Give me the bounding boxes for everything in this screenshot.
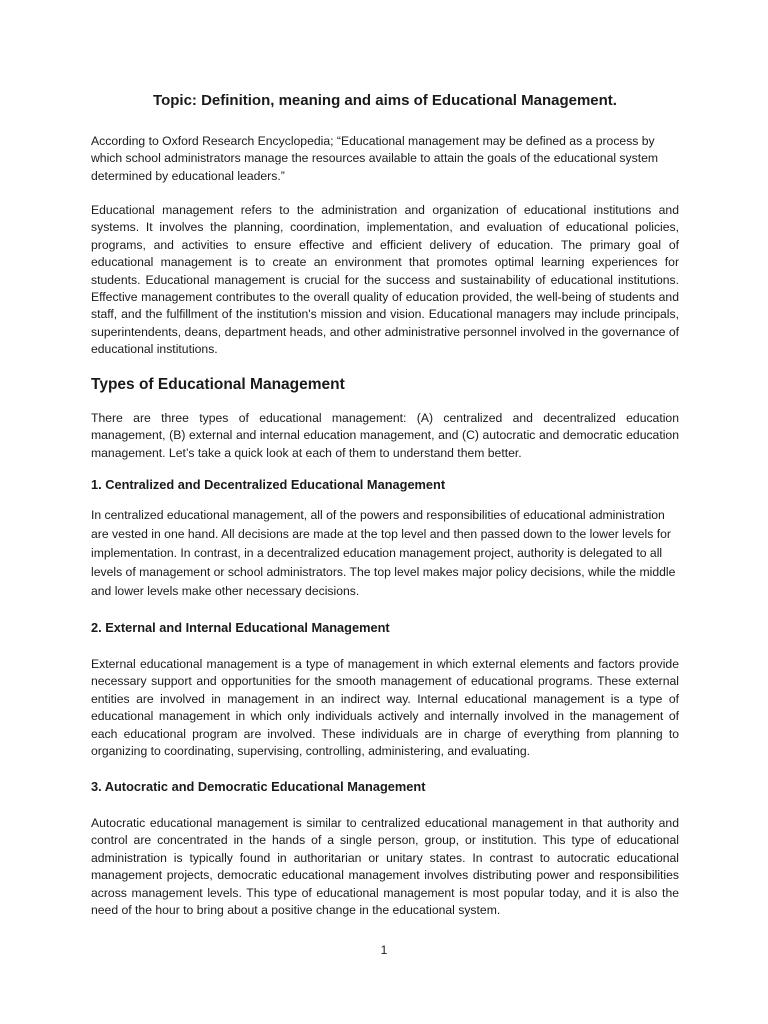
section-heading-centralized: 1. Centralized and Decentralized Educational Management	[91, 477, 446, 492]
section-heading-autocratic: 3. Autocratic and Democratic Educational Management	[91, 779, 426, 794]
types-heading: Types of Educational Management	[91, 376, 345, 393]
intro-quote-block	[91, 133, 679, 185]
section-body-autocratic: Autocratic educational management is similar to centralized educational management in that authority and control are concentrated in the hands of a single person, group, or institution. This type of educational administration is typically found in authoritarian or unitary states. In contrast to autocratic educational management projects, democratic educational management involves distributing power and responsibilities across management levels. This type of educational management is most popular today, and it is also the need of the hour to bring about a positive change in the educational system.	[91, 816, 679, 918]
document-title: Topic: Definition, meaning and aims of Educational Management.	[153, 92, 617, 109]
definition-block	[91, 202, 679, 359]
intro-quote-paragraph: According to Oxford Research Encyclopedia; “Educational management may be defined as a process by which school administrators manage the resources available to attain the goals of the educational system determined by educational leaders.”	[91, 134, 659, 183]
section-body-centralized-block	[91, 506, 679, 601]
types-intro-paragraph: There are three types of educational management: (A) centralized and decentralized education management, (B) external and internal education management, and (C) autocratic and democratic education management. Let’s take a quick look at each of them to understand them better.	[91, 411, 679, 460]
section-body-external: External educational management is a type of management in which external elements and factors provide necessary support and opportunities for the smooth management of educational programs. These external entities are involved in management in an indirect way. Internal educational management is a type of educational management in which only individuals actively and internally involved in the management of each educational program are involved. These individuals are in charge of everything from planning to organizing to coordinating, supervising, controlling, administering, and evaluating.	[91, 657, 679, 759]
definition-paragraph: Educational management refers to the administration and organization of educational institutions and systems. It involves the planning, coordination, implementation, and evaluation of educational policies, programs, and activities to ensure effective and efficient delivery of education. The primary goal of educational management is to create an environment that promotes optimal learning experiences for students. Educational management is crucial for the success and sustainability of educational institutions. Effective management contributes to the overall quality of education provided, the well-being of students and staff, and the fulfillment of the institution's mission and vision. Educational managers may include principals, superintendents, deans, department heads, and other administrative personnel involved in the governance of educational institutions.	[91, 203, 679, 357]
page-number: 1	[380, 943, 388, 957]
section-body-external-block	[91, 656, 679, 760]
section-body-centralized: In centralized educational management, all of the powers and responsibilities of educational administration are vested in one hand. All decisions are made at the top level and then passed down to the lower levels for implementation. In contrast, in a decentralized education management project, authority is delegated to all levels of management or school administrators. The top level makes major policy decisions, while the middle and lower levels make other necessary decisions.	[91, 508, 676, 598]
section-body-autocratic-block	[91, 815, 679, 919]
section-heading-external: 2. External and Internal Educational Management	[91, 620, 390, 635]
types-intro-block	[91, 410, 679, 462]
